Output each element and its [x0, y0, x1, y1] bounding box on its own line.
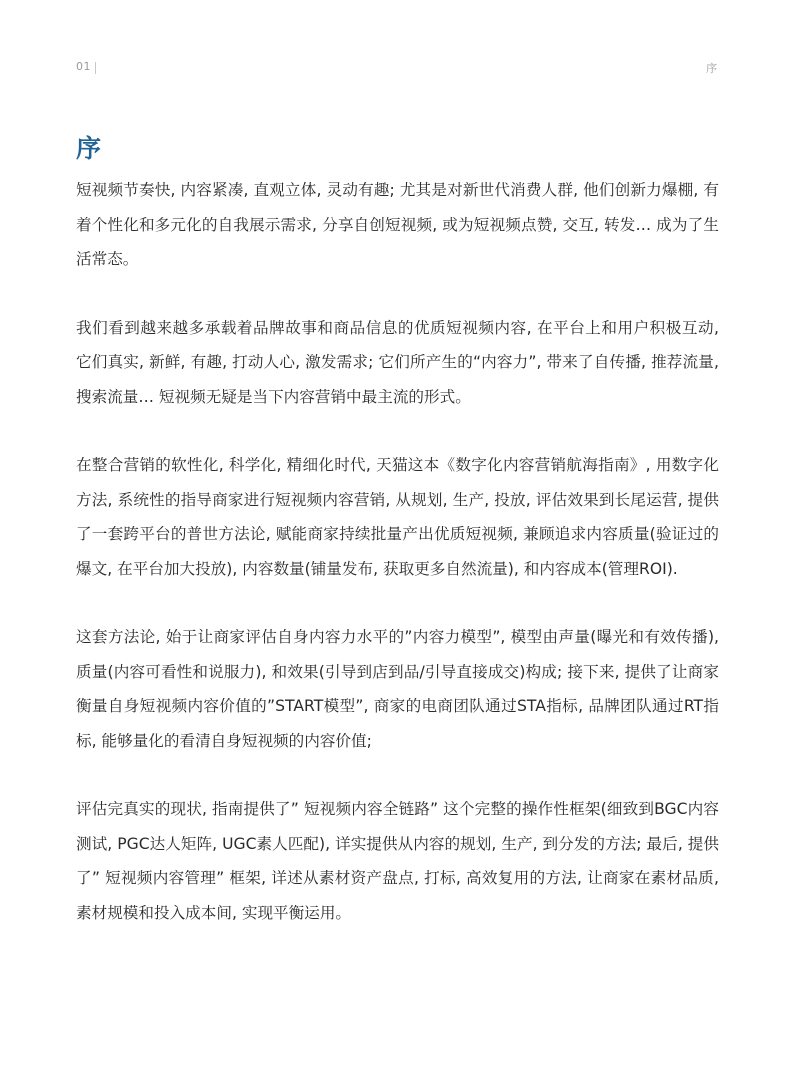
paragraph-1: 短视频节奏快, 内容紧凑, 直观立体, 灵动有趣; 尤其是对新世代消费人群, 他们创新力爆棚, 有着个性化和多元化的自我展示需求, 分享自创短视频, 或为短视频点赞, 交互, 转发… 成为了生活常态。: [76, 181, 719, 268]
section-title: 序: [76, 133, 102, 163]
paragraph-2: 我们看到越来越多承载着品牌故事和商品信息的优质短视频内容, 在平台上和用户积极互动, 它们真实, 新鲜, 有趣, 打动人心, 激发需求; 它们所产生的“内容力”, 带来了自传播, 推荐流量, 搜索流量… 短视频无疑是当下内容营销中最主流的形式。: [76, 318, 719, 406]
page-number: 01: [76, 60, 91, 73]
running-title: 序: [706, 62, 717, 75]
page-header: [76, 60, 717, 80]
header-divider: [95, 62, 96, 74]
paragraph-4: 这套方法论, 始于让商家评估自身内容力水平的”内容力模型”, 模型由声量(曝光和有效传播), 质量(内容可看性和说服力), 和效果(引导到店到品/引导直接成交)构成; 接下来, 提供了让商家衡量自身短视频内容价值的”START模型”, 商家的电商团队通过STA指标, 品牌团队通过RT指标, 能够量化的看清自身短视频的内容价值;: [76, 628, 719, 750]
paragraph-5: 评估完真实的现状, 指南提供了” 短视频内容全链路” 这个完整的操作性框架(细致到BGC内容测试, PGC达人矩阵, UGC素人匹配), 详实提供从内容的规划, 生产, 到分发的方法; 最后, 提供了” 短视频内容管理” 框架, 详述从素材资产盘点, 打标, 高效复用的方法, 让商家在素材品质, 素材规模和投入成本间, 实现平衡运用。: [76, 800, 719, 922]
paragraph-3: 在整合营销的软性化, 科学化, 精细化时代, 天猫这本《数字化内容营销航海指南》, 用数字化方法, 系统性的指导商家进行短视频内容营销, 从规划, 生产, 投放, 评估效果到长尾运营, 提供了一套跨平台的普世方法论, 赋能商家持续批量产出优质短视频, 兼顾追求内容质量(验证过的爆文, 在平台加大投放), 内容数量(铺量发布, 获取更多自然流量), 和内容成本(管理ROI).: [76, 456, 719, 578]
body-content: [76, 173, 719, 964]
